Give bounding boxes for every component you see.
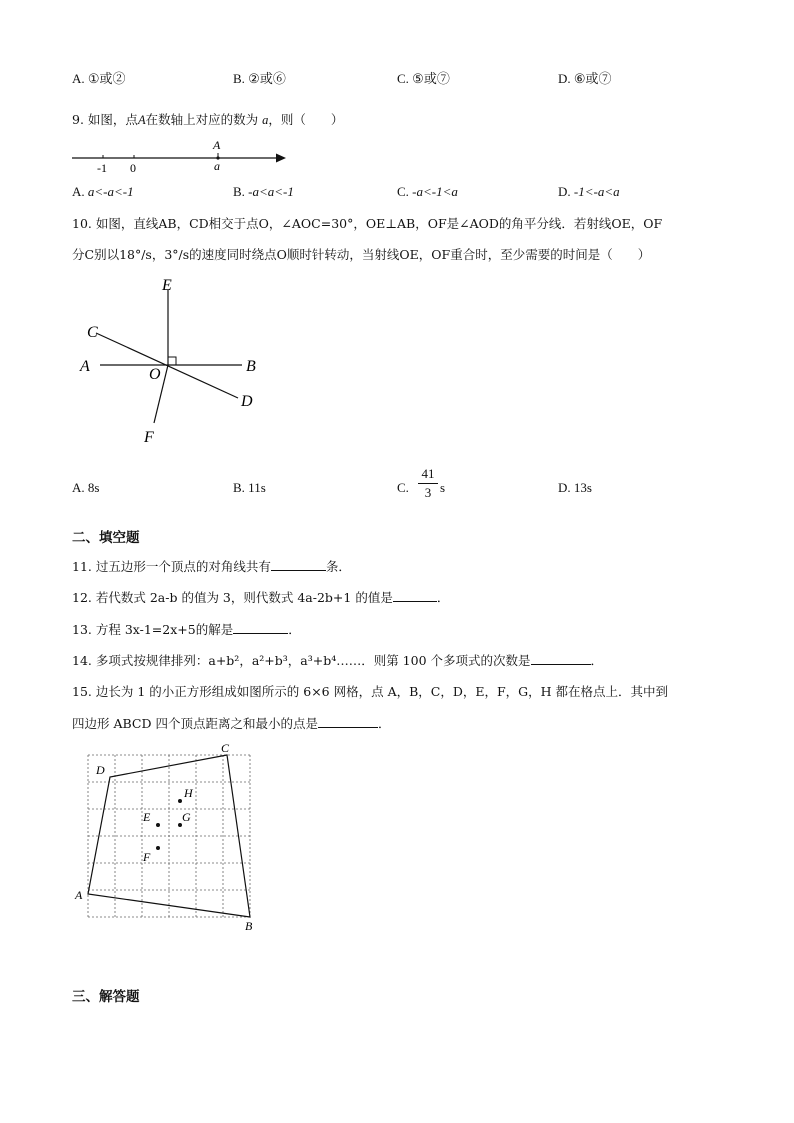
q15-blank	[318, 715, 378, 728]
q14-blank	[531, 652, 591, 665]
section-title-solutions: 三、解答题	[72, 989, 140, 1005]
label-D: D	[241, 393, 253, 410]
label-A: A	[80, 358, 90, 375]
fraction-numerator: 41	[421, 466, 435, 481]
q10-stem-line2: 分C别以18°/s，3°/s的速度同时绕点O顺时针转动，当射线OE，OF重合时，至少需要的时间是（ ）	[72, 247, 651, 262]
q11: 11. 过五边形一个顶点的对角线共有 条．	[72, 559, 351, 574]
label-a: a	[214, 159, 220, 173]
q9-option-b: B. -a<a<-1	[233, 184, 294, 199]
label-A: A	[75, 888, 83, 902]
q8-option-d: D. ⑥或⑦	[558, 71, 612, 86]
q10-option-b: B. 11s	[233, 480, 266, 495]
q15-line1: 15. 边长为 1 的小正方形组成如图所示的 6×6 网格，点 A，B，C，D，E，F，G，H 都在格点上．其中到	[72, 684, 669, 699]
q9-option-d: D. -1<-a<a	[558, 184, 620, 199]
q8-option-a: A. ①或②	[72, 71, 126, 86]
q10-option-c-fraction	[418, 466, 438, 501]
q9-option-c: C. -a<-1<a	[397, 184, 458, 199]
tick-label-0: 0	[130, 161, 136, 175]
label-D: D	[96, 763, 105, 777]
q9-option-a: A. a<-a<-1	[72, 184, 134, 199]
q14: 14. 多项式按规律排列：a+b²，a²+b³，a³+b⁴……．则第 100 个多项式的次数是 ．	[72, 653, 604, 668]
q11-blank	[271, 558, 326, 571]
fraction-denominator: 3	[424, 485, 432, 500]
grid-figure	[70, 740, 270, 935]
right-angle-mark	[168, 357, 176, 365]
label-A: A	[213, 138, 221, 152]
point-F	[156, 846, 160, 850]
label-O: O	[149, 366, 161, 383]
q10-option-d: D. 13s	[558, 480, 592, 495]
label-E: E	[143, 810, 151, 824]
q10-option-a: A. 8s	[72, 480, 100, 495]
label-H: H	[184, 786, 193, 800]
angle-figure	[70, 270, 280, 450]
point-E	[156, 823, 160, 827]
q13-blank	[233, 621, 288, 634]
label-F: F	[143, 850, 151, 864]
label-C: C	[87, 324, 98, 341]
tick-label-neg1: -1	[97, 161, 107, 175]
grid-lines	[88, 755, 250, 917]
q12-blank	[393, 589, 437, 602]
label-C: C	[221, 741, 230, 755]
q8-option-c: C. ⑤或⑦	[397, 71, 450, 86]
q13: 13. 方程 3x-1=2x+5的解是 ．	[72, 622, 301, 637]
q10-stem-line1: 10. 如图，直线AB，CD相交于点O，∠AOC=30°，OE⊥AB，OF是∠AOD的角平分线．若射线OE，OF	[72, 216, 663, 231]
section-title-fill-in: 二、填空题	[72, 530, 140, 546]
label-F: F	[144, 429, 154, 446]
label-B: B	[245, 919, 253, 933]
label-G: G	[182, 810, 191, 824]
point-H	[178, 799, 182, 803]
number-line-figure	[70, 136, 295, 176]
label-B: B	[246, 358, 256, 375]
q9-stem: 9. 如图，点A在数轴上对应的数为 a，则（ ）	[72, 112, 344, 127]
q8-option-b: B. ②或⑥	[233, 71, 286, 86]
q10-option-c-letter: C.	[397, 480, 409, 495]
q10-option-c-unit: s	[440, 480, 446, 495]
label-E: E	[162, 277, 172, 294]
q15-line2: 四边形 ABCD 四个顶点距离之和最小的点是 ．	[72, 716, 391, 731]
q12: 12. 若代数式 2a-b 的值为 3，则代数式 4a-2b+1 的值是 ．	[72, 590, 450, 605]
number-line-arrow	[276, 154, 286, 163]
